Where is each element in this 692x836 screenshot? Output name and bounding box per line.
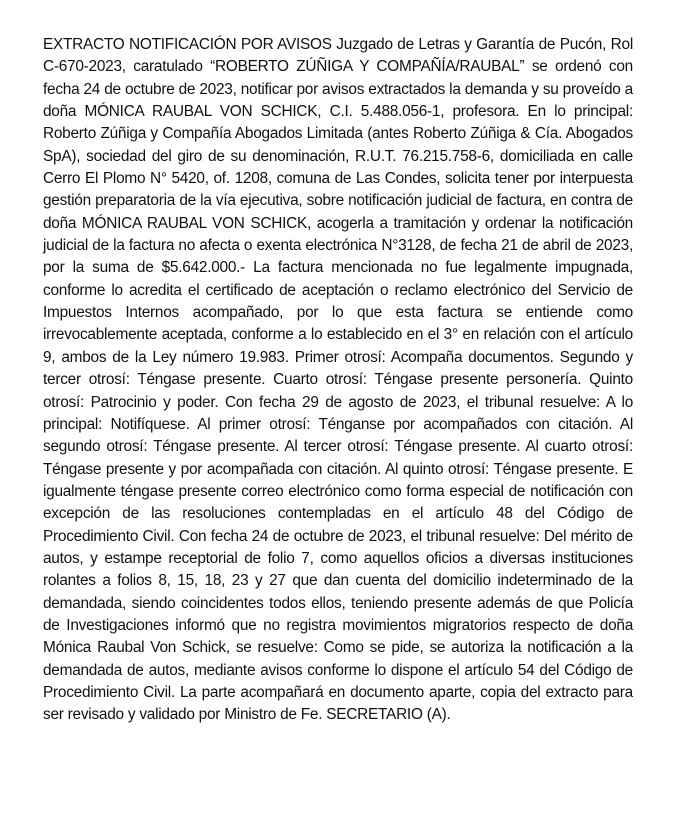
notice-paragraph: EXTRACTO NOTIFICACIÓN POR AVISOS Juzgado de Letras y Garantía de Pucón, Rol C-670-2023, caratulado “ROBERTO ZÚÑIGA Y COMPAÑÍA/RAUBAL” se ordenó con fecha 24 de octubre de 2023, notificar por avisos extractados la demanda y su proveído a doña MÓNICA RAUBAL VON SCHICK, C.I. 5.488.056-1, profesora. En lo principal: Roberto Zúñiga y Compañía Abogados Limitada (antes Roberto Zúñiga & Cía. Abogados SpA), sociedad del giro de su denominación, R.U.T. 76.215.758-6, domiciliada en calle Cerro El Plomo N° 5420, of. 1208, comuna de Las Condes, solicita tener por interpuesta gestión preparatoria de la vía ejecutiva, sobre notificación judicial de factura, en contra de doña MÓNICA RAUBAL VON SCHICK, acogerla a tramitación y ordenar la notificación judicial de la factura no afecta o exenta electrónica N°3128, de fecha 21 de abril de 2023, por la suma de $5.642.000.- La factura mencionada no fue legalmente impugnada, conforme lo acredita el certificado de aceptación o reclamo electrónico del Servicio de Impuestos Internos acompañado, por lo que esta factura se entiende como irrevocablemente aceptada, conforme a lo establecido en el 3° en relación con el artículo 9, ambos de la Ley número 19.983. Primer otrosí: Acompaña documentos. Segundo y tercer otrosí: Téngase presente. Cuarto otrosí: Téngase presente personería. Quinto otrosí: Patrocinio y poder. Con fecha 29 de agosto de 2023, el tribunal resuelve: A lo principal: Notifíquese. Al primer otrosí: Ténganse por acompañados con citación. Al segundo otrosí: Téngase presente. Al tercer otrosí: Téngase presente. Al cuarto otrosí: Téngase presente y por acompañada con citación. Al quinto otrosí: Téngase presente. E igualmente téngase presente correo electrónico como forma especial de notificación con excepción de las resoluciones contempladas en el artículo 48 del Código de Procedimiento Civil. Con fecha 24 de octubre de 2023, el tribunal resuelve: Del mérito de autos, y estampe receptorial de folio 7, como aquellos oficios a diversas instituciones rolantes a folios 8, 15, 18, 23 y 27 que dan cuenta del domicilio indeterminado de la demandada, siendo coincidentes todos ellos, teniendo presente además de que Policía de Investigaciones informó que no registra movimientos migratorios respecto de doña Mónica Raubal Von Schick, se resuelve: Como se pide, se autoriza la notificación a la demandada de autos, mediante avisos conforme lo dispone el artículo 54 del Código de Procedimiento Civil. La parte acompañará en documento aparte, copia del extracto para ser revisado y validado por Ministro de Fe. SECRETARIO (A). bbox=[43, 36, 633, 724]
legal-notice bbox=[43, 34, 633, 727]
